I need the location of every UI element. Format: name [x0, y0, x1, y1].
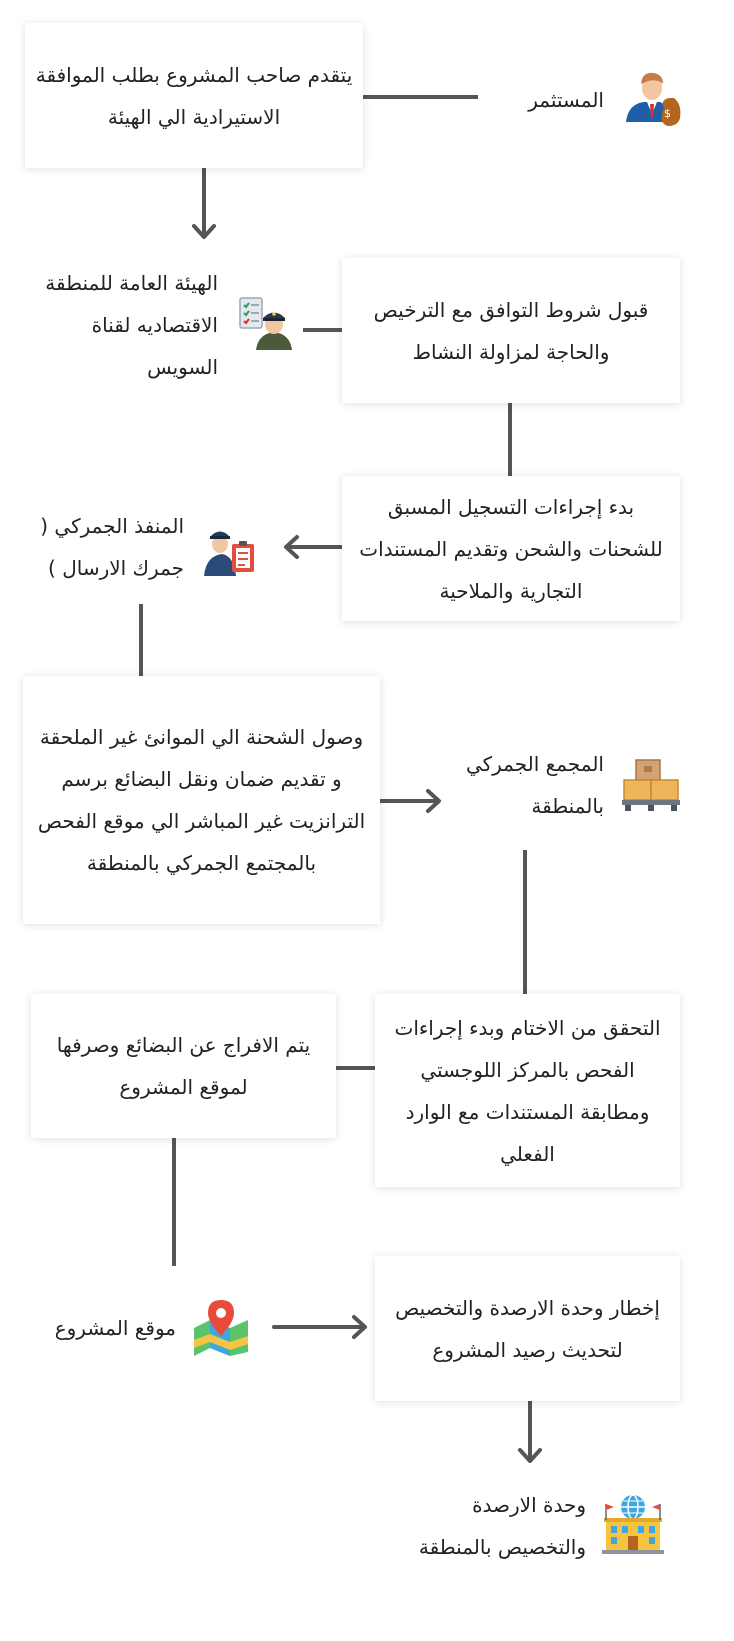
- connector-complex-inspection: [523, 850, 527, 995]
- step-release-text: يتم الافراج عن البضائع وصرفها لموقع المشروع: [56, 1033, 311, 1099]
- actor-authority-label: الهيئة العامة للمنطقة الاقتصاديه لقناة السويس: [45, 271, 218, 379]
- step-investor-request-text: يتقدم صاحب المشروع بطلب الموافقة الاستيرادية الي الهيئة: [35, 62, 353, 129]
- customs-officer-clipboard-icon: [200, 518, 260, 578]
- arrow-left-registration-to-port: [286, 537, 343, 557]
- actor-customs-port-label: المنفذ الجمركي ( جمرك الارسال ): [40, 514, 184, 580]
- boxes-pallet-icon: [620, 758, 682, 814]
- step-pre-registration-text: بدء إجراءات التسجيل المسبق للشحنات والشحن وتقديم المستندات التجارية والملاحية: [359, 494, 663, 603]
- step-acceptance-text: قبول شروط التوافق مع الترخيص والحاجة لمزاولة النشاط: [373, 297, 649, 364]
- actor-project-site-label: موقع المشروع: [54, 1316, 176, 1340]
- actor-customs-complex-label: المجمع الجمركي بالمنطقة: [465, 752, 604, 818]
- arrow-right-site-to-notify: [274, 1317, 365, 1337]
- officer-checklist-icon: [238, 294, 296, 352]
- connector-inspection-release: [336, 1066, 375, 1070]
- step-notify-unit: [375, 1256, 680, 1401]
- arrow-down-notify-to-unit: [520, 1401, 540, 1461]
- connector-release-site: [172, 1138, 176, 1266]
- actor-investor-label: المستثمر: [528, 88, 604, 112]
- connector-investor-request: [363, 95, 478, 99]
- step-acceptance: [342, 258, 680, 403]
- government-building-globe-icon: [600, 1492, 666, 1556]
- businessman-money-bag-icon: [620, 64, 684, 128]
- connector-authority-acceptance: [303, 328, 343, 332]
- svg-text:$: $: [664, 107, 671, 120]
- step-pre-registration: [342, 476, 680, 621]
- step-shipment-arrival: [23, 676, 380, 924]
- arrow-down-request-to-authority: [194, 168, 214, 237]
- step-notify-unit-text: إخطار وحدة الارصدة والتخصيص لتحديث رصيد المشروع: [395, 1295, 660, 1362]
- step-release: [31, 994, 336, 1138]
- actor-balances-unit-label: وحدة الارصدة والتخصيص بالمنطقة: [418, 1493, 586, 1559]
- map-pin-icon: [190, 1298, 252, 1356]
- connector-port-arrival: [139, 604, 143, 676]
- step-shipment-arrival-text: وصول الشحنة الي الموانئ غير الملحقة و تقديم ضمان ونقل البضائع برسم الترانزيت غير المباشر الي موقع الفحص بالمجتمع الجمركي بالمنطقة: [37, 725, 366, 875]
- step-inspection-text: التحقق من الاختام وبدء إجراءات الفحص بالمركز اللوجستي ومطابقة المستندات مع الوارد الفعلي: [394, 1015, 661, 1166]
- connector-acceptance-registration: [508, 403, 512, 476]
- step-inspection: [375, 994, 680, 1187]
- step-investor-request: [25, 23, 363, 168]
